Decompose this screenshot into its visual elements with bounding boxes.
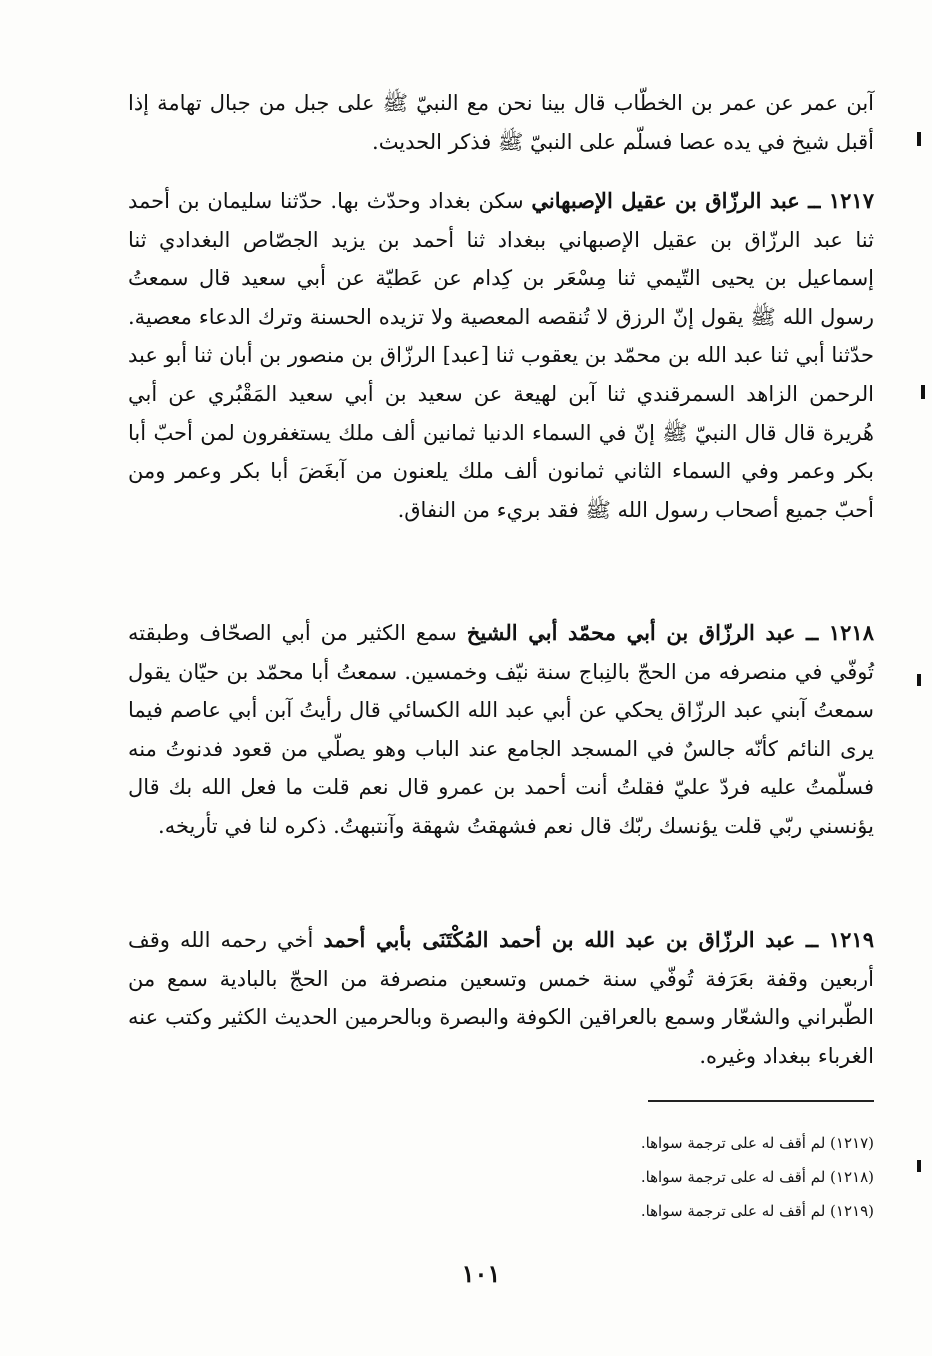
- entry-1218: [128, 614, 874, 846]
- entry-1217: [128, 182, 874, 529]
- footnote-divider: [648, 1100, 874, 1102]
- page-number: ١٠١: [461, 1259, 501, 1288]
- entry-1219-heading: ١٢١٩ ــ عبد الرزّاق بن عبد الله بن أحمد المُكْتَنَى بأبي أحمد: [323, 927, 874, 952]
- footnote-1219: (١٢١٩) لم أقف له على ترجمة سواها.: [640, 1202, 874, 1220]
- footnotes: [500, 1126, 874, 1228]
- margin-mark: [917, 132, 921, 146]
- entry-1219-body: أخي رحمه الله وقف أربعين وقفة بعَرَفة تُوفّي سنة خمس وتسعين منصرفة من الحجّ بالبادية سمع من الطّبراني والشعّار وسمع بالعراقين الكوفة والبصرة وبالحرمين الحديث الكثير وكتب عنه الغرباء ببغداد وغيره.: [128, 928, 874, 1068]
- entry-1218-heading: ١٢١٨ ــ عبد الرزّاق بن أبي محمّد أبي الشيخ: [466, 620, 874, 645]
- margin-mark: [917, 674, 921, 686]
- paragraph-intro: [128, 84, 874, 161]
- footnote-1217: (١٢١٧) لم أقف له على ترجمة سواها.: [640, 1134, 874, 1152]
- entry-1218-body: سمع الكثير من أبي الصحّاف وطبقته تُوفّي في منصرفه من الحجّ بالنِباج سنة نيّف وخمسين. سمعتُ أبا محمّد بن حيّان يقول سمعتُ آبني عبد الرزّاق يحكي عن أبي عبد الله الكسائي قال رأيتُ آبن أبي عاصم فيما يرى النائم كأنّه جالسٌ في المسجد الجامع عند الباب وهو يصلّي من قعود فدنوتُ منه فسلّمتُ عليه فردّ عليّ فقلتُ أنت أحمد بن عمرو قال نعم قلت ما فعل الله بك قال يؤنسني ربّي قلت يؤنسك ربّك قال نعم فشهقتُ شهقة وآنتبهتُ. ذكره لنا في تأريخه.: [128, 621, 874, 838]
- footnote-1218: (١٢١٨) لم أقف له على ترجمة سواها.: [640, 1168, 874, 1186]
- margin-mark: [921, 385, 925, 399]
- entry-1217-heading: ١٢١٧ ــ عبد الرزّاق بن عقيل الإصبهاني: [531, 188, 874, 213]
- margin-mark: [917, 1160, 921, 1172]
- entry-1219: [128, 921, 874, 1075]
- entry-1217-body: سكن بغداد وحدّث بها. حدّثنا سليمان بن أحمد ثنا عبد الرزّاق بن عقيل الإصبهاني ببغداد ثنا أحمد بن يزيد الجصّاص البغدادي ثنا إسماعيل بن يحيى التّيمي ثنا مِسْعَر بن كِدام عن عَطيّة عن أبي سعيد قال سمعتُ رسول الله ﷺ يقول إنّ الرزق لا تُنقصه المعصية ولا تزيده الحسنة وترك الدعاء معصية. حدّثنا أبي ثنا عبد الله بن محمّد بن يعقوب ثنا [عبد] الرزّاق بن منصور بن أبان ثنا أبو عبد الرحمن الزاهد السمرقندي ثنا آبن لهيعة عن سعيد بن أبي سعيد المَقْبُري عن أبي هُريرة قال قال النبيّ ﷺ إنّ في السماء الدنيا ثمانين ألف ملك يستغفرون لمن أحبّ أبا بكر وعمر وفي السماء الثاني ثمانون ألف ملك يلعنون من آبغَضَ أبا بكر وعمر ومن أحبّ جميع أصحاب رسول الله ﷺ فقد بريء من النفاق.: [128, 189, 874, 522]
- intro-text: آبن عمر عن عمر بن الخطّاب قال بينا نحن مع النبيّ ﷺ على جبل من جبال تهامة إذا أقبل شيخ في يده عصا فسلّم على النبيّ ﷺ فذكر الحديث.: [128, 91, 874, 154]
